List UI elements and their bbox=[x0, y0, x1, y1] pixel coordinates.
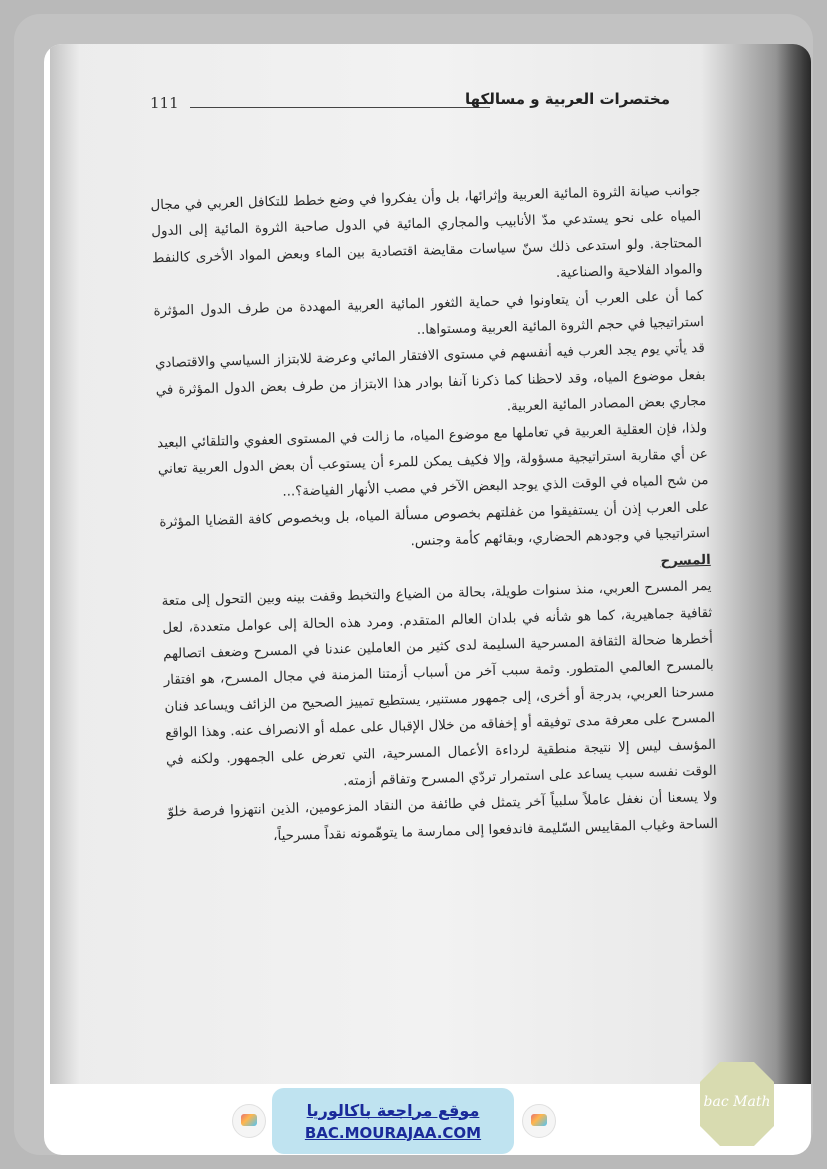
page-header bbox=[150, 90, 670, 118]
paragraph: يمر المسرح العربي، منذ سنوات طويلة، بحالة من الضياع والتخبط وقفت بينه وبين التحول إلى متعة ثقافية جماهيرية، كما هو شأنه في بلدان العالم المتقدم. ومرد هذه الحالة إلى عوامل متعددة، لعل أخطرها ضحالة الثقافة المسرحية السليمة لدى كثير من العاملين عندنا في المسرح وضعف اتصالهم بالمسرح العالمي المتطور. وثمة سبب آخر من أسباب أزمتنا المزمنة في مجال المسرح، هو افتقار مسرحنا العربي، بدرجة أو أخرى، إلى جمهور مستنير، يستطيع تمييز الصحيح من الزائف ويساعد فنان المسرح على معرفة مدى توفيقه أو إخفاقه من خلال الإقبال على عمله أو الانصراف عنه. وهذا الواقع المؤسف ليس إلا نتيجة منطقية لرداءة الأعمال المسرحية، التي تعرض على الجمهور. ولكنه في الوقت نفسه سبب يساعد على استمرار تردّي المسرح وتفاقم أزمته. bbox=[161, 578, 717, 790]
site-logo-icon bbox=[522, 1104, 556, 1138]
paragraph: جوانب صيانة الثروة المائية العربية وإثرائها، بل وأن يفكروا في وضع خطط للتكافل العربي في مجال المياه على نحو يستدعي مدّ الأنابيب والمجاري المائية في الدول صاحبة الثروة المائية إلى الدول المحتاجة. ولو استدعى ذلك سنّ سياسات مقايضة اقتصادية بين الماء وبعض المواد الأخرى كالنفط والمواد الفلاحية والصناعية. bbox=[150, 182, 703, 282]
scan-binding-shadow bbox=[776, 44, 811, 1084]
logo-text: bac Math bbox=[703, 1094, 771, 1110]
header-rule bbox=[190, 107, 490, 108]
paragraph: ولا يسعنا أن نغفل عاملاً سلبياً آخر يتمثل في طائفة من النقاد المزعومين، الذين انتهزوا فرصة خلوّ الساحة وغياب المقاييس السّليمة فاندفعوا إلى ممارسة ما يتوهّمونه نقداً مسرحياً، bbox=[167, 790, 719, 844]
site-badge[interactable] bbox=[272, 1088, 514, 1154]
section-title: المسرح bbox=[660, 552, 711, 569]
paragraph: على العرب إذن أن يستفيقوا من غفلتهم بخصوص مسألة المياه، بل وبخصوص كافة القضايا المؤثرة استراتيجيا في وجودهم الحضاري، وبقائهم كأمة وجنس. bbox=[159, 499, 711, 550]
scan-left-shadow bbox=[50, 44, 80, 1084]
site-name-link[interactable]: موقع مراجعة باكالوريا bbox=[306, 1100, 480, 1120]
page-number: 111 bbox=[150, 94, 179, 112]
site-logo-icon bbox=[232, 1104, 266, 1138]
book-title: مختصرات العربية و مسالكها bbox=[464, 90, 670, 108]
paragraph: قد يأتي يوم يجد العرب فيه أنفسهم في مستوى الافتقار المائي وعرضة للابتزاز السياسي والاقتصادي بفعل موضوع المياه، وقد لاحظنا كما ذكرنا آنفا بوادر هذا الابتزاز من طرف بعض الدول المؤثرة في مجاري بعض المصادر المائية العربية. bbox=[154, 341, 707, 415]
paragraph: كما أن على العرب أن يتعاونوا في حماية الثغور المائية العربية المهددة من طرف الدول المؤثرة استراتيجيا في حجم الثروة المائية العربية ومستواها.. bbox=[153, 288, 705, 338]
paragraph: ولذا، فإن العقلية العربية في تعاملها مع موضوع المياه، ما زالت في المستوى العفوي والتلقائي البعيد عن أي مقاربة استراتيجية مسؤولة، وإلا فكيف يمكن للمرء أن يستوعب أن بعض الدول العربية تعاني من شح المياه في الوقت الذي يوجد البعض الآخر في مصب الأنهار الفياضة؟... bbox=[156, 420, 709, 501]
bac-math-logo bbox=[698, 1060, 776, 1148]
site-url-link[interactable]: BAC.MOURAJAA.COM bbox=[304, 1123, 482, 1142]
page-text bbox=[150, 178, 718, 853]
